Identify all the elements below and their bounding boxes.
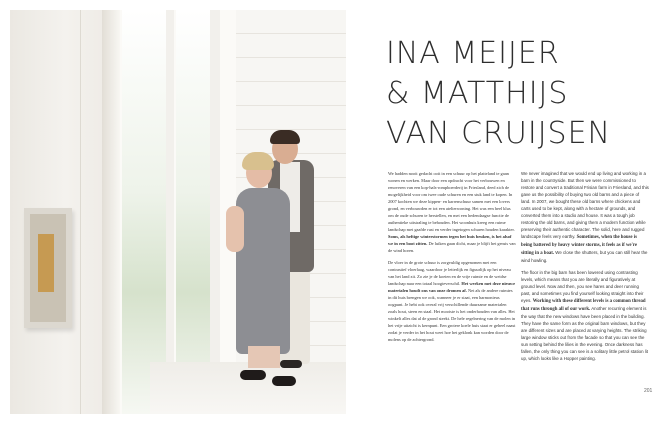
wall-painting	[24, 208, 72, 328]
page-number: 201	[644, 388, 653, 394]
pull-emphasis: Working with these different levels is a common thread that runs through all of our work.	[521, 299, 646, 312]
body-text: De luiken gaan dicht, maar je blijft het geruis van de wind horen.	[388, 241, 516, 253]
wall-seam	[80, 10, 81, 414]
window-mullion	[166, 10, 174, 414]
woman-clog	[240, 370, 266, 380]
window-glass	[122, 10, 166, 414]
body-text: De vloer in de grote schuur is zorgvuldig opgenomen met een contrastief vloerlaag, waardoor je letterlijk en figuurlijk op het niveau van het land zit. Zo zie je de koeien en de vrije ruimte en de weidse landschap naar een totaal hoogteverschil.	[388, 260, 511, 286]
paragraph	[521, 269, 649, 362]
body-text: We hadden nooit gedacht ooit in een schuur op het platteland te gaan wonen en werken. Maar door een opdracht voor het verbouwen en renoveren van een kop-hals-rompboerderij in Friesland, deed zich de mogelijkheid voor om twee oude schuren en een stuk land te kopen. In 2007 kochten we deze kippen- en karrenschuur samen met een lovers grond, en verbouwden er tot een atelierwoning. Het was een heel klus om de oude schuren te herstellen, en met een hedendaagse functie de authentieke uitstraling te behouden. Het woonhuis kreeg een ruime landschap met gaafde rust en verder ingetogen schuren houden karakter.	[388, 171, 515, 232]
body-text: We close the shutters, but you can still hear the wind howling.	[521, 250, 648, 263]
woman-clog	[272, 376, 296, 386]
body-text: Another recurring element is the way that the new windows have been placed in the building. They have the same form as the original barn windows, but they are different sizes and are placed at varying heights. The striking large window sticks out from the facade so that you can see the sun setting behind the lilies in the evening. Once darkness has fallen, the only thing you can see is a solitary little petrol station lit up, which looks like a Hopper painting.	[521, 306, 648, 361]
body-text: We never imagined that we would end up living and working in a barn in the countryside. But then we were commissioned to restore and convert a traditional Frisian farm in Friesland, and this gave us the possibility of buying two old barns and a piece of land. In 2007, we bought these old barns where chickens and carts used to be kept, along with a hectare of grounds, and converted them into a studio and house. It was a tough job restoring the old barns, and giving them a modern function while preserving their authentic character. The solid, here and rugged landscape feels very earthy.	[521, 171, 649, 239]
pull-emphasis: Soms, als heftige winterstormen tegen het huis beuken, is het alsof we in een boot zitten.	[388, 234, 512, 246]
man-shoe	[280, 360, 302, 368]
pull-emphasis: Sometimes, when the house is being battered by heavy winter storms, it feels as if we're sitting in a boat.	[521, 235, 638, 256]
title-line: INA MEIJER	[386, 36, 560, 71]
title-line: VAN CRUIJSEN	[386, 116, 611, 151]
article-title	[386, 34, 658, 154]
woman-dress	[236, 188, 290, 354]
window-mullion	[210, 10, 220, 414]
english-text-column	[521, 170, 649, 367]
window-glass	[176, 10, 210, 414]
cover-photo	[10, 10, 346, 414]
woman-arm	[226, 206, 244, 252]
body-text: Net als de andere ruimtes in dit huis brengen we ook, wanneer je er staat, een harmonieus oogpunt. Je hebt ook overal vrij verschillende duurzame materialen zoals hout, steen en staal. Het mooiste is het onderhouden van alles. Het winkelt alles dat al de grond steekt. De hele regelnering van de molen in het vrije uitzicht is kernpunt. Een grotere koele huis staat er geheel naast zodat je verder in het hout weet hoe het geklonk kan worden door de molens op de achtergrond.	[388, 288, 516, 342]
woman-legs	[248, 346, 280, 368]
dutch-text-column	[388, 170, 516, 348]
paragraph	[521, 170, 649, 264]
painting-tape	[38, 234, 54, 292]
man-hair	[270, 130, 300, 144]
window-jamb	[102, 10, 120, 414]
paragraph	[388, 170, 516, 254]
body-text: The floor in the big barn has been lowered using contrasting levels, which means that you are literally and figuratively at ground level. Now and then, you see hares and deer running past, and sometimes you find yourself looking straight into their eyes.	[521, 270, 644, 303]
title-line: & MATTHIJS	[386, 76, 569, 111]
paragraph	[388, 259, 516, 343]
woman-hair	[242, 152, 274, 170]
pull-emphasis: Het werken met deze nieuwe materialen houdt ons van onze dromen af.	[388, 281, 516, 293]
